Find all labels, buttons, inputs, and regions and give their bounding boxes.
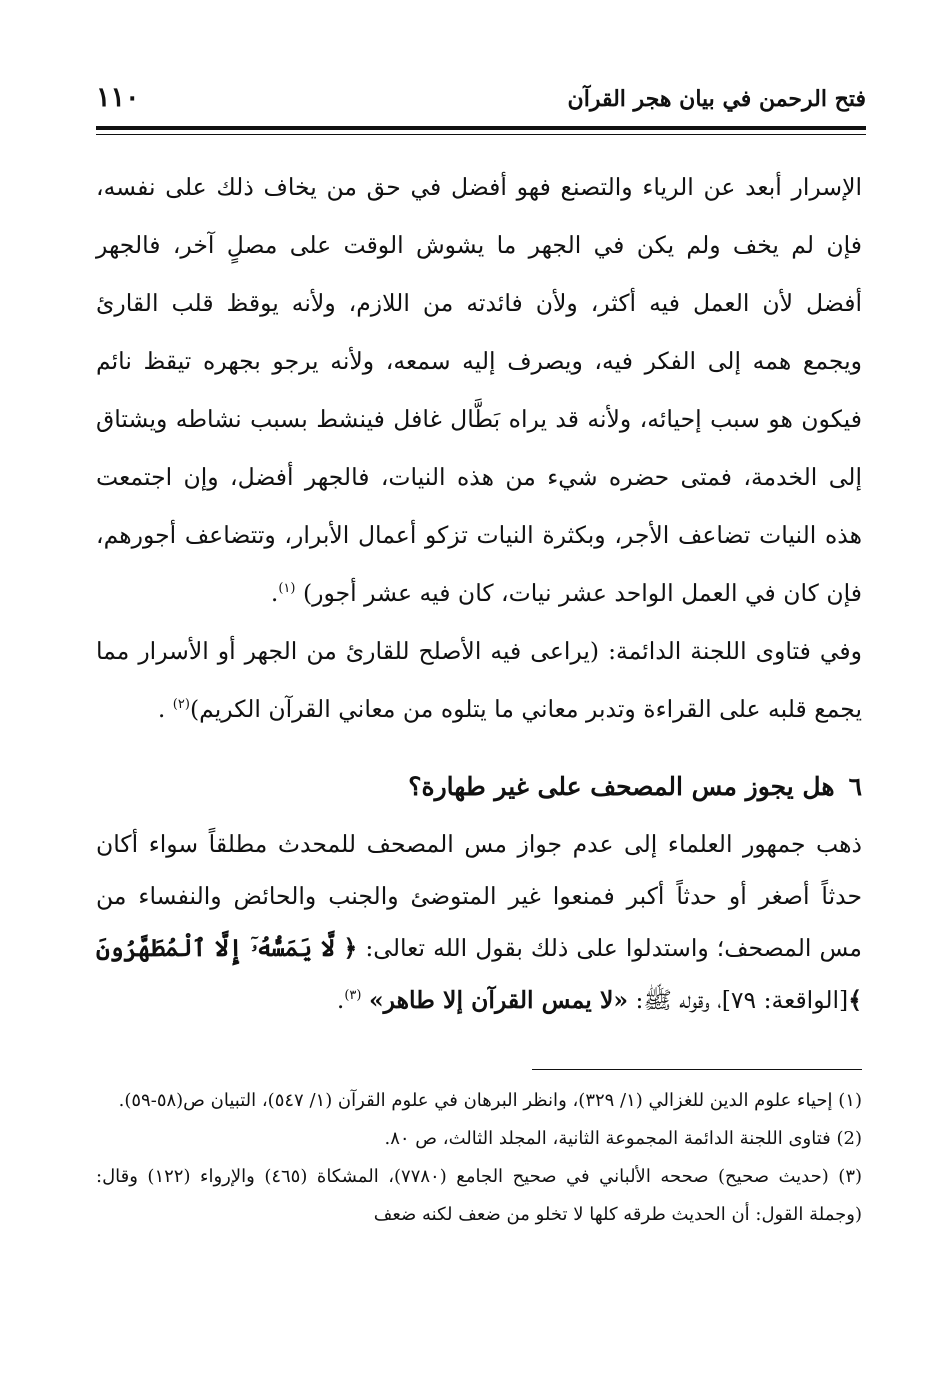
running-title: فتح الرحمن في بيان هجر القرآن — [567, 86, 866, 112]
paragraph: الإسرار أبعد عن الرياء والتصنع فهو أفضل في حق من يخاف ذلك على نفسه، فإن لم يخف ولم يكن في الجهر ما يشوش الوقت على مصلٍ آخر، فالجهر أفضل لأن العمل فيه أكثر، ولأن فائدته من اللازم، ولأنه يوقظ قلب القارئ ويجمع همه إلى الفكر فيه، ويصرف إليه سمعه، ولأنه يرجو بجهره تيقظ نائم فيكون هو سبب إحيائه، ولأنه قد يراه بَطَّال غافل فينشط بسبب نشاطه ويشتاق إلى الخدمة، فمتى حضره شيء من هذه النيات، فالجهر أفضل، وإن اجتمعت هذه النيات تضاعف الأجر، وبكثرة النيات تزكو أعمال الأبرار، وتتضاعف أجورهم، فإن كان في العمل الواحد عشر نيات، كان فيه عشر أجور) $^{(١)}$. — [96, 173, 862, 607]
footnote-mark: (٢) — [172, 697, 190, 713]
footnote-1: (١) إحياء علوم الدين للغزالي (١/ ٣٢٩)، وانظر البرهان في علوم القرآن (١/ ٥٤٧)، التبيان ص(٥٨-٥٩). — [118, 1090, 862, 1111]
section-text: ذهب جمهور العلماء إلى عدم جواز مس المصحف للمحدث مطلقاً سواء أكان حدثاً أصغر أو حدثاً أكبر فمنعوا غير المتوضئ والجنب والحائض والنفساء من مس المصحف؛ واستدلوا على ذلك بقول الله تعالى: ﴿ لَّا يَمَسُّهُۥٓ إِلَّا ٱلْمُطَهَّرُونَ ﴾[الواقعة: ٧٩]، وقوله ﷺ: «لا يمس القرآن إلا طاهر» $^{(٣)}$. — [96, 830, 862, 1014]
section-heading — [96, 772, 862, 801]
header-rule-thin — [96, 134, 866, 135]
footnote-mark: (١) — [278, 581, 296, 597]
paragraph: وفي فتاوى اللجنة الدائمة: (يراعى فيه الأصلح للقارئ من الجهر أو الأسرار مما يجمع قلبه على القراءة وتدبر معاني ما يتلوه من معاني القرآن الكريم)$^{(٢)}$ . — [96, 637, 862, 723]
footnote-mark: (٣) — [344, 988, 362, 1004]
hadith-quote: «لا يمس القرآن إلا طاهر» — [368, 986, 629, 1014]
quran-verse: ﴿ لَّا يَمَسُّهُۥٓ إِلَّا ٱلْمُطَهَّرُونَ ﴾ — [96, 934, 862, 1014]
footnote-2: (2) فتاوى اللجنة الدائمة المجموعة الثانية، المجلد الثالث، ص ٨٠. — [384, 1128, 862, 1149]
header-rule — [96, 126, 866, 130]
body-text — [96, 158, 862, 738]
page-header — [96, 80, 866, 124]
page-number: ١١٠ — [96, 82, 140, 113]
verse-reference: [الواقعة: ٧٩] — [721, 986, 849, 1014]
footnote-3: (٣) (حديث صحيح) صححه الألباني في صحيح الجامع (٧٧٨٠)، المشكاة (٤٦٥) والإرواء (١٢٢) وقال: (وجملة القول: أن الحديث طرقه كلها لا تخلو من ضعف لكنه ضعف — [96, 1166, 863, 1225]
section-title: هل يجوز مس المصحف على غير طهارة؟ — [408, 772, 835, 801]
section-number: ٦ — [848, 772, 862, 801]
footnotes — [96, 1082, 862, 1234]
footnote-separator — [532, 1069, 862, 1070]
